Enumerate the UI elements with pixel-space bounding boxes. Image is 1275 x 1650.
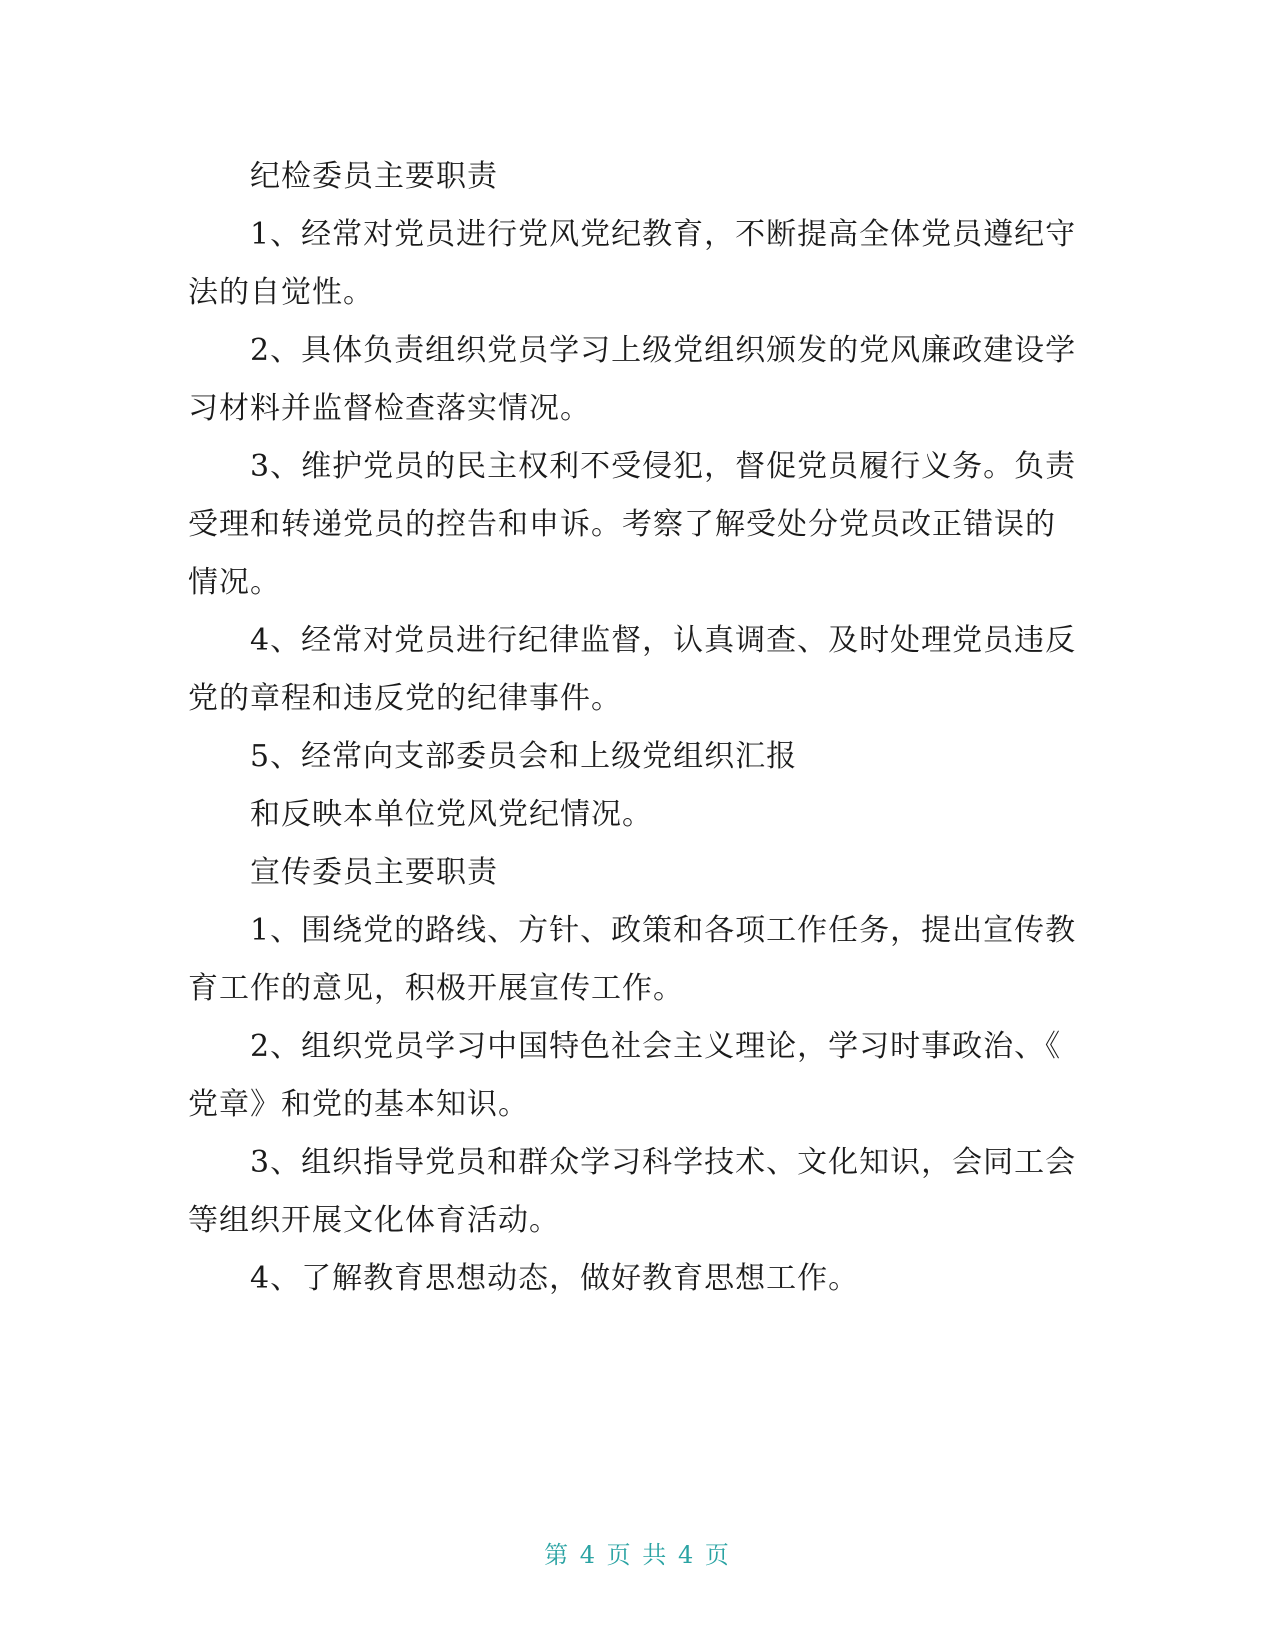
paragraph-line: 3、组织指导党员和群众学习科学技术、文化知识，会同工会: [250, 1145, 1077, 1180]
paragraph-line: 2、组织党员学习中国特色社会主义理论，学习时事政治、《: [250, 1029, 1062, 1064]
paragraph-line: 1、围绕党的路线、方针、政策和各项工作任务，提出宣传教: [250, 913, 1077, 948]
paragraph-line: 法的自觉性。: [188, 275, 374, 310]
paragraph-line: 受理和转递党员的控告和申诉。考察了解受处分党员改正错误的: [188, 507, 1056, 542]
document-body: [188, 148, 1080, 1308]
paragraph-line: 4、经常对党员进行纪律监督，认真调查、及时处理党员违反: [250, 623, 1077, 658]
page-number-footer: 第 4 页 共 4 页: [544, 1541, 731, 1569]
section-heading-publicity: 宣传委员主要职责: [250, 855, 498, 890]
paragraph-line: 和反映本单位党风党纪情况。: [250, 797, 653, 832]
paragraph-line: 习材料并监督检查落实情况。: [188, 391, 591, 426]
paragraph-line: 党的章程和违反党的纪律事件。: [188, 681, 622, 716]
paragraph-line: 党章》和党的基本知识。: [188, 1087, 529, 1122]
paragraph-line: 情况。: [188, 565, 281, 600]
section-heading-discipline: 纪检委员主要职责: [250, 159, 498, 194]
paragraph-line: 等组织开展文化体育活动。: [188, 1203, 560, 1238]
paragraph-line: 2、具体负责组织党员学习上级党组织颁发的党风廉政建设学: [250, 333, 1077, 368]
paragraph-line: 3、维护党员的民主权利不受侵犯，督促党员履行义务。负责: [250, 449, 1077, 484]
paragraph-line: 5、经常向支部委员会和上级党组织汇报: [250, 739, 798, 774]
paragraph-line: 1、经常对党员进行党风党纪教育，不断提高全体党员遵纪守: [250, 217, 1077, 252]
paragraph-line: 4、了解教育思想动态，做好教育思想工作。: [250, 1261, 860, 1296]
paragraph-line: 育工作的意见，积极开展宣传工作。: [188, 971, 684, 1006]
